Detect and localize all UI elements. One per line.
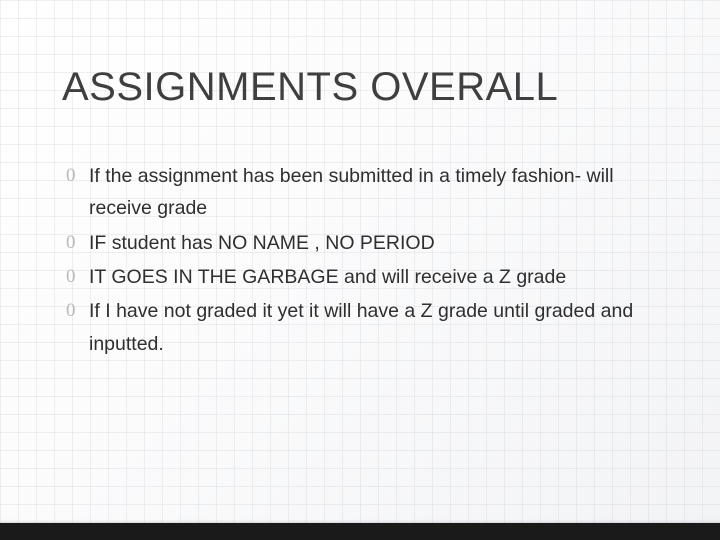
list-item <box>64 160 664 225</box>
footer-bar-shadow <box>0 519 720 523</box>
bullet-marker-icon: 0 <box>66 300 76 322</box>
bullet-list <box>64 160 664 362</box>
page-title: ASSIGNMENTS OVERALL <box>62 65 559 109</box>
bullet-marker-icon: 0 <box>66 266 76 288</box>
list-item-text: IF student has NO NAME , NO PERIOD <box>89 231 435 254</box>
list-item <box>64 227 664 259</box>
list-item-text: IT GOES IN THE GARBAGE and will receive a Z grade <box>89 266 567 289</box>
bullet-marker-icon: 0 <box>66 231 76 253</box>
list-item <box>64 261 664 293</box>
list-item-text: If I have not graded it yet it will have a Z grade until graded and inputted. <box>89 300 634 355</box>
list-item <box>64 295 664 360</box>
bullet-marker-icon: 0 <box>66 165 76 186</box>
list-item-text: If the assignment has been submitted in a timely fashion- will receive grade <box>89 165 614 220</box>
